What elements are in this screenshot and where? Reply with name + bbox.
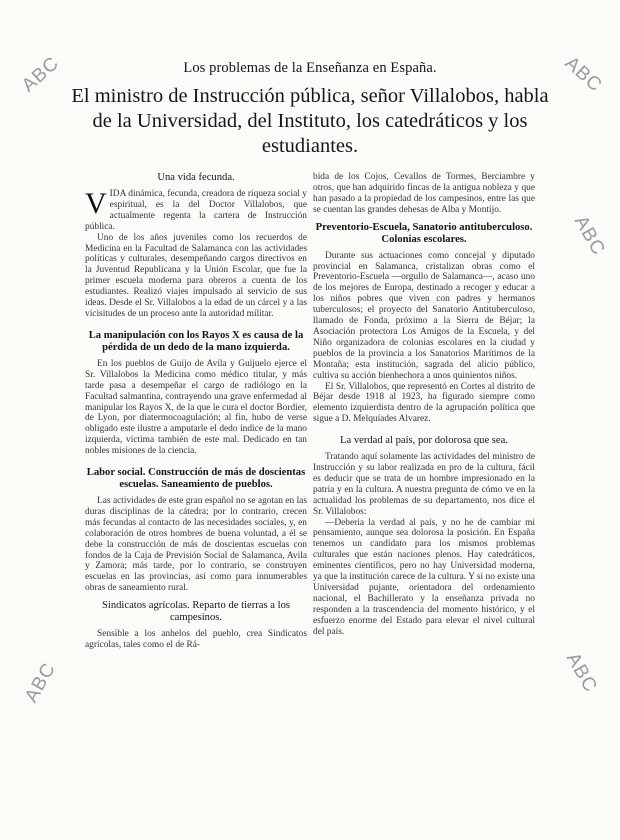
paragraph-instruccion: Tratando aquí solamente las actividades del ministro de Instrucción y su labor realizada en pro de la cultura, fácil es deducir que se trata de un hombre impresionado en la patria y en la cultura. A nuestra pregunta de cómo ve en la actualidad los problemas de su departamento, nos dice el Sr. Villalobos: (313, 452, 535, 517)
watermark-bottom-right: ABC (561, 649, 602, 697)
paragraph-juventud: Uno de los años juveniles como los recuerdos de Medicina en la Facultad de Salamanca con las actividades políticas y culturales, desempeñando cargos directivos en la Juventud Republicana y la Unión Escolar, que fue la primer escuela moderna para obreros a cuenta de los estudiantes. Realizó viajes impulsado al servicio de sus ideas. Desde el Sr. Villalobos a la edad de un cárcel y a las vicisitudes de un proceso ante la autoridad militar. (85, 232, 307, 319)
section-kicker: Los problemas de la Enseñanza en España. (183, 60, 437, 76)
subheading-rayos-x: La manipulación con los Rayos X es causa de la pérdida de un dedo de la mano izquierda. (88, 329, 304, 353)
paragraph-continuation: bida de los Cojos, Cevallos de Tormes, Berciambre y otros, que han adquirido fincas de la antigua nobleza y que han pasado a la propiedad de los campesinos, entre las que se cuentan las grandes dehesas de Alba y Montijo. (313, 172, 535, 215)
paragraph-labor-social: Las actividades de este gran español no se agotan en las duras disciplinas de la cátedra; por lo contrario, crecen más fecundas al contacto de las necesidades sociales, y, en colaboración de otros hombres de buena voluntad, a él se debe la construcción de más de doscientas escuelas con fondos de la Caja de Previsión Social de Salamanca, Avila y Zamora; más tarde, por lo contrario, se construyen escuelas en las provincias, así como para innumerables obras de saneamiento rural. (85, 496, 307, 594)
paragraph-universidad: —Deberia la verdad al país, y no he de cambiar mi pensamiento, aunque sea dolorosa la posición. En España tenemos un candidato para los mismos problemas culturales que están naciones plenos. Hay catedráticos, eminentes científicos, pero no hay Universidad moderna, ya que la institución carece de la cultura. Y si no existe una Universidad pujante, orientadora del ordenamiento nacional, el Bachillerato y la enseñanza privada no responden a la trascendencia del momento histórico, y el esfuerzo enorme del Estado para elevar el nivel cultural del país. (313, 517, 535, 637)
subheading-preventorio: Preventorio-Escuela, Sanatorio antituberculoso. Colonias escolares. (315, 221, 533, 245)
watermark-top-right: ABC (560, 52, 607, 97)
watermark-bottom-left: ABC (20, 659, 61, 707)
paragraph-sindicatos: Sensible a los anhelos del pueblo, crea Sindicatos agrícolas, tales como el de Rá- (85, 629, 307, 651)
subheading-labor-social: Labor social. Construcción de más de doscientas escuelas. Saneamiento de pueblos. (86, 467, 306, 491)
watermark-mid-right: ABC (569, 212, 610, 260)
subheading-sindicatos: Sindicatos agrícolas. Reparto de tierras a los campesinos. (102, 600, 290, 624)
subheading-vida-fecunda: Una vida fecunda. (157, 172, 235, 183)
right-column (313, 172, 535, 638)
left-column (85, 172, 307, 651)
paragraph-intro-text: IDA dinámica, fecunda, creadora de riqueza social y espiritual, es la del Doctor Villalobos, que actualmente regenta la cartera de Instrucción pública. (85, 189, 307, 232)
paragraph-preventorio: Durante sus actuaciones como concejal y diputado provincial en Salamanca, cristalizan obras como el Preventorio-Escuela —orgullo de Salamanca—, acaso uno de los mejores de Europa, destinado a recoger y educar a los niños pobres que viven con padres y hermanos tuberculosos; el proyecto del Sanatorio Antituberculoso, llamado de Fonda, próximo a la Sierra de Béjar; la Asociación protectora Los Amigos de la Escuela, y del Niño organizadora de colonias escolares en la ciudad y pueblos de la provincia a los Sanatorios Marítimos de la Montaña; esta institución, sagrada del alicio público, cultiva su acción bienhechora a unos quinientos niños. (313, 250, 535, 381)
drop-cap: V (85, 187, 107, 220)
paragraph-rayos-x: En los pueblos de Guijo de Avila y Guijuelo ejerce el Sr. Villalobos la Medicina como médico titular, y más tarde pasa a desempeñar el cargo de radiólogo en la Facultad salmantina, contrayendo una grave enfermedad al manipular los Rayos X, de la que le cura el doctor Bordier, de Lyon, por diatermocoagulación; al fin, hubo de verse obligado este ilustre a amputarle el dedo índice de la mano izquierda, víctima también de este mal. Dedicado en tan nobles misiones de la ciencia. (85, 358, 307, 457)
subheading-verdad-pais: La verdad al país, por dolorosa que sea. (340, 435, 508, 447)
paragraph-cortes: El Sr. Villalobos, que representó en Cortes al distrito de Béjar desde 1918 al 1923, ha figurado siempre como elemento izquierdista dentro de la agrupación política que sigue a D. Melquíades Alvarez. (313, 381, 535, 425)
watermark-top-left: ABC (18, 52, 64, 97)
paragraph-intro (85, 189, 307, 233)
main-headline: El ministro de Instrucción pública, señor Villalobos, habla de la Universidad, del Instituto, los catedráticos y los estudiantes. (71, 85, 549, 157)
